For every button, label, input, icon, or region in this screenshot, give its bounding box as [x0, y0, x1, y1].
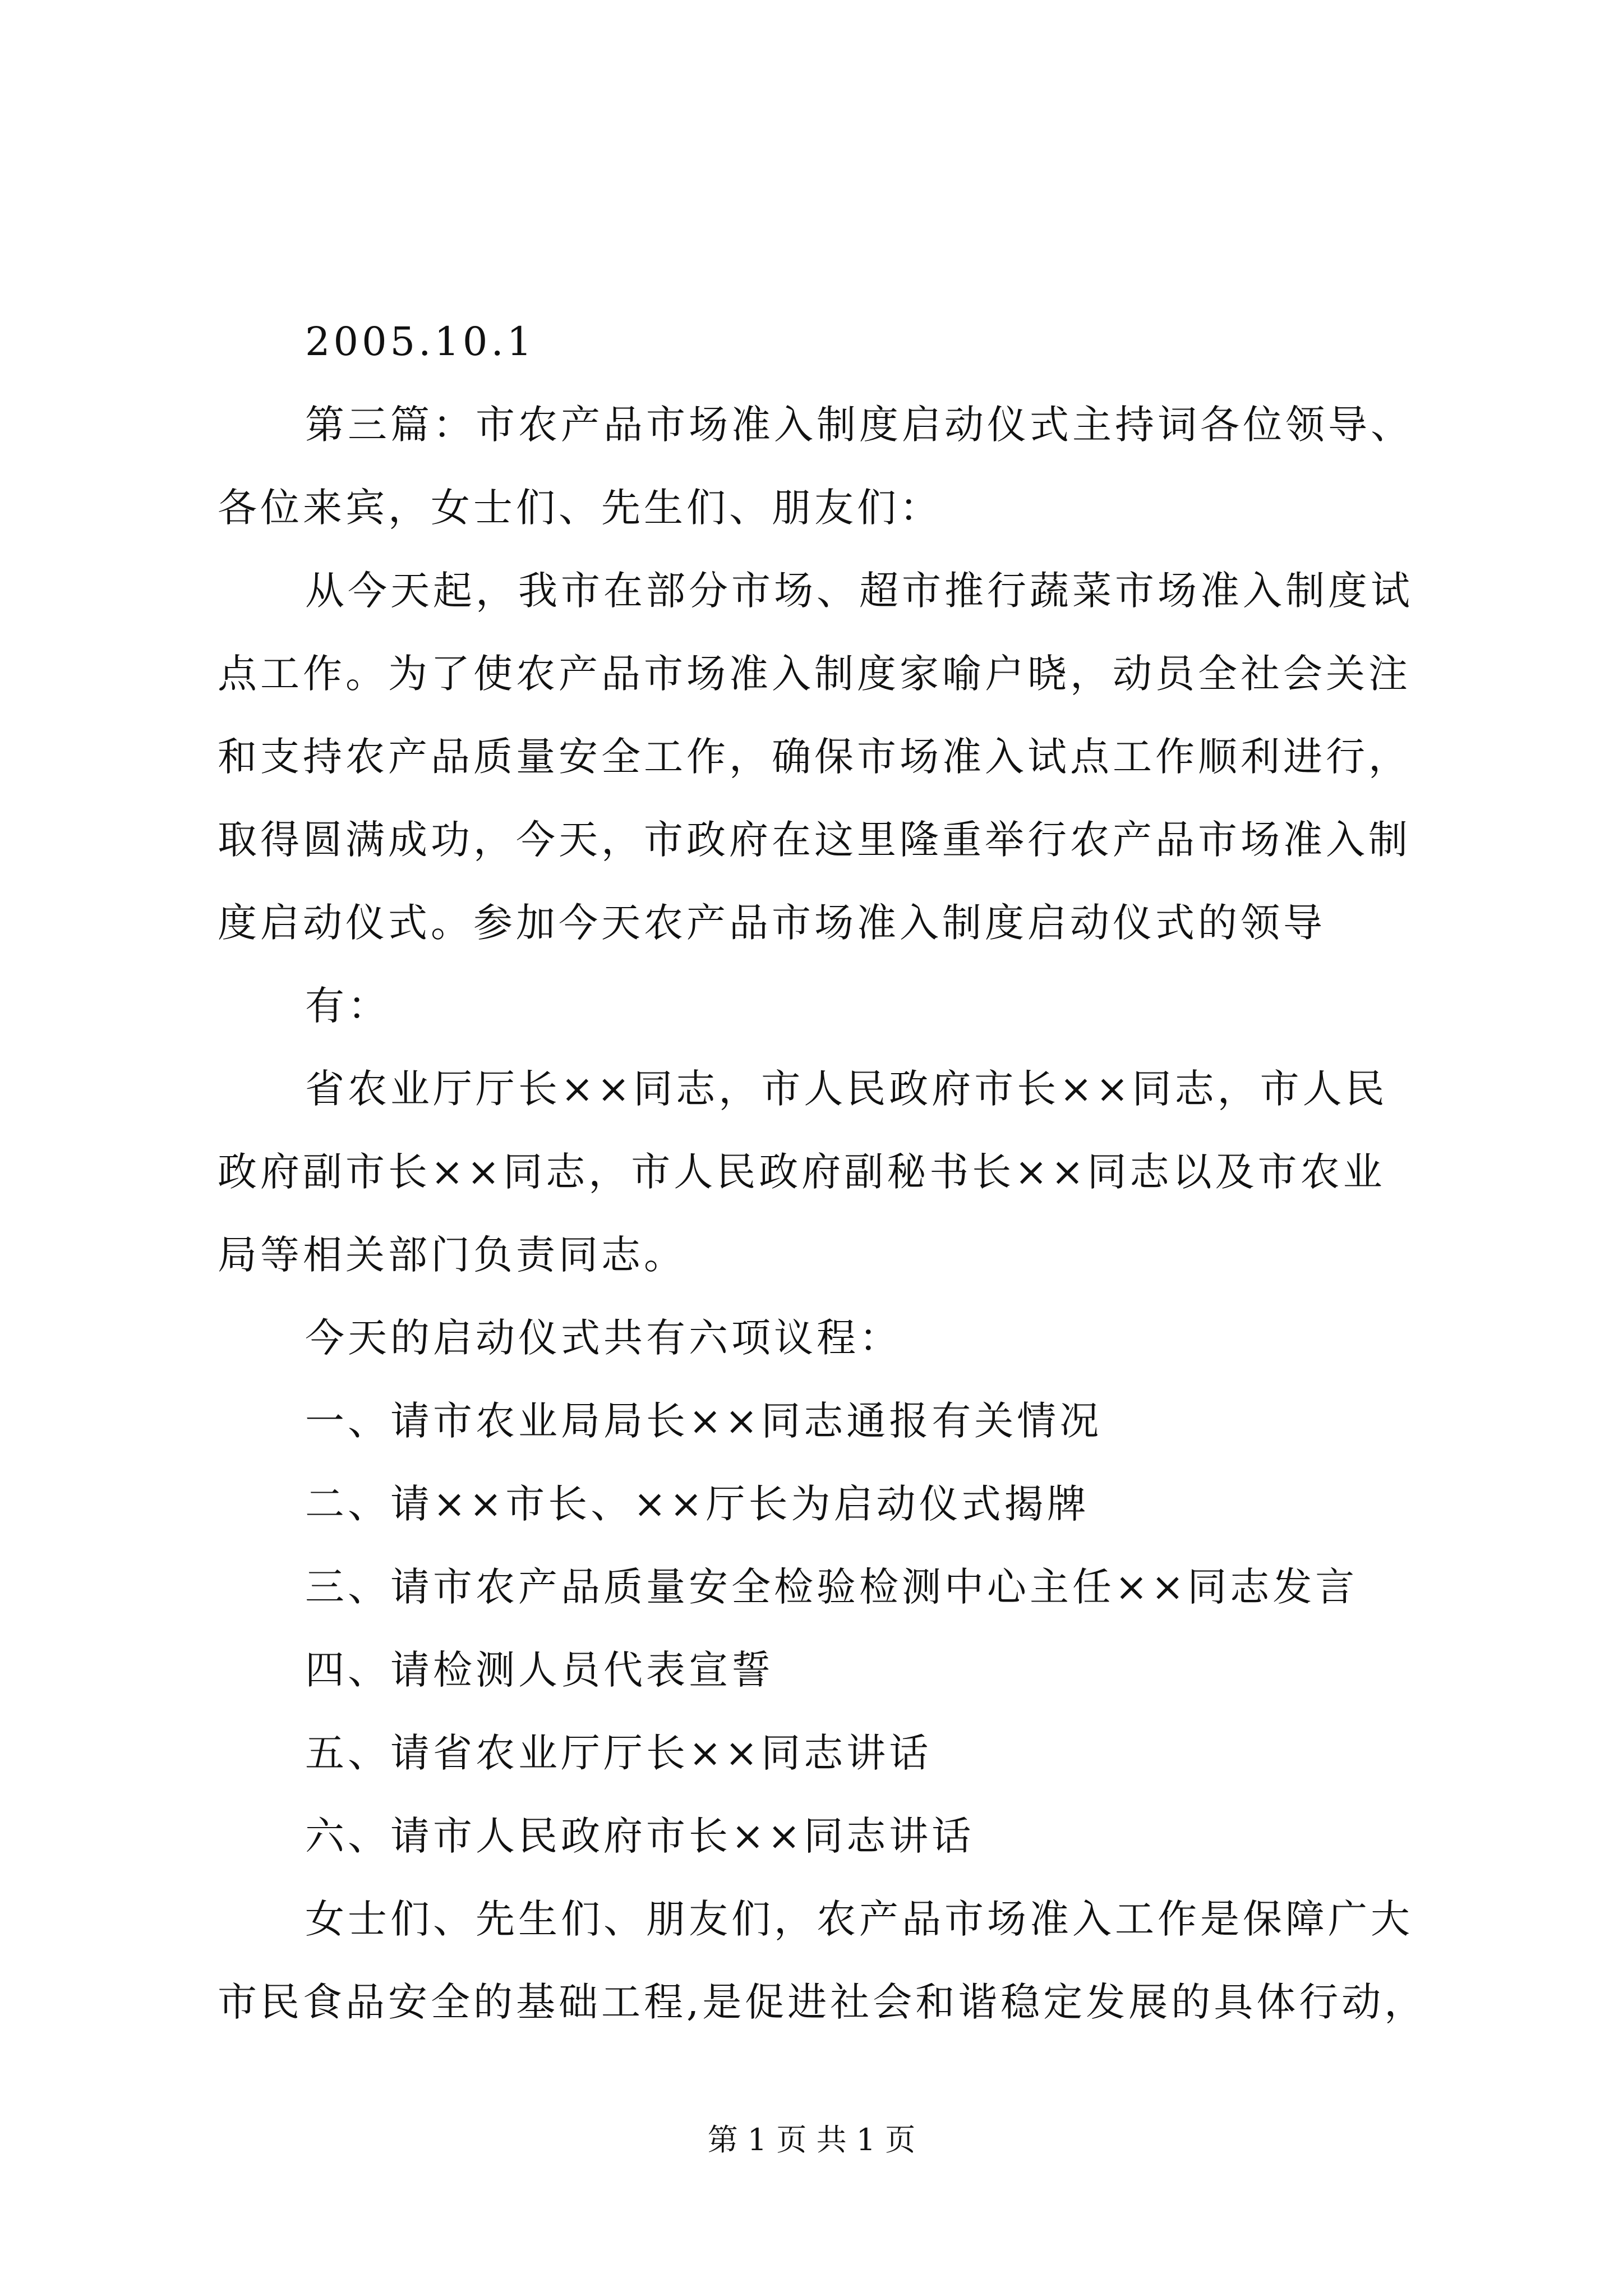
text-line: 五、请省农业厅厅长××同志讲话 — [305, 1730, 932, 1776]
text-line: 三、请市农产品质量安全检验检测中心主任××同志发言 — [305, 1564, 1358, 1610]
text-line: 和支持农产品质量安全工作，确保市场准入试点工作顺利进行， — [218, 734, 1411, 780]
text-line: 市民食品安全的基础工程,是促进社会和谐稳定发展的具体行动， — [218, 1979, 1427, 2025]
text-line: 局等相关部门负责同志。 — [218, 1232, 686, 1278]
text-line: 今天的启动仪式共有六项议程： — [305, 1315, 902, 1361]
document-body — [218, 300, 1427, 2044]
text-line: 度启动仪式。参加今天农产品市场准入制度启动仪式的领导 — [218, 900, 1326, 946]
text-line: 从今天起，我市在部分市场、超市推行蔬菜市场准入制度试 — [305, 568, 1413, 614]
text-line: 一、请市农业局局长××同志通报有关情况 — [305, 1398, 1103, 1444]
text-line: 第三篇：市农产品市场准入制度启动仪式主持词各位领导、 — [305, 402, 1413, 448]
text-line: 有： — [305, 983, 390, 1029]
text-line: 女士们、先生们、朋友们，农产品市场准入工作是保障广大 — [305, 1896, 1413, 1942]
page-number-footer: 第 1 页 共 1 页 — [707, 2122, 916, 2157]
text-line: 省农业厅厅长××同志，市人民政府市长××同志，市人民 — [305, 1066, 1388, 1112]
text-line: 政府副市长××同志，市人民政府副秘书长××同志以及市农业 — [218, 1149, 1386, 1195]
text-line: 取得圆满成功，今天，市政府在这里隆重举行农产品市场准入制 — [218, 817, 1411, 863]
text-line: 点工作。为了使农产品市场准入制度家喻户晓，动员全社会关注 — [218, 651, 1411, 697]
text-line: 2005.10.1 — [305, 319, 536, 365]
text-line: 四、请检测人员代表宣誓 — [305, 1647, 774, 1693]
text-line: 六、请市人民政府市长××同志讲话 — [305, 1813, 975, 1859]
text-line: 各位来宾，女士们、先生们、朋友们： — [218, 485, 942, 531]
text-line: 二、请××市长、××厅长为启动仪式揭牌 — [305, 1481, 1090, 1527]
